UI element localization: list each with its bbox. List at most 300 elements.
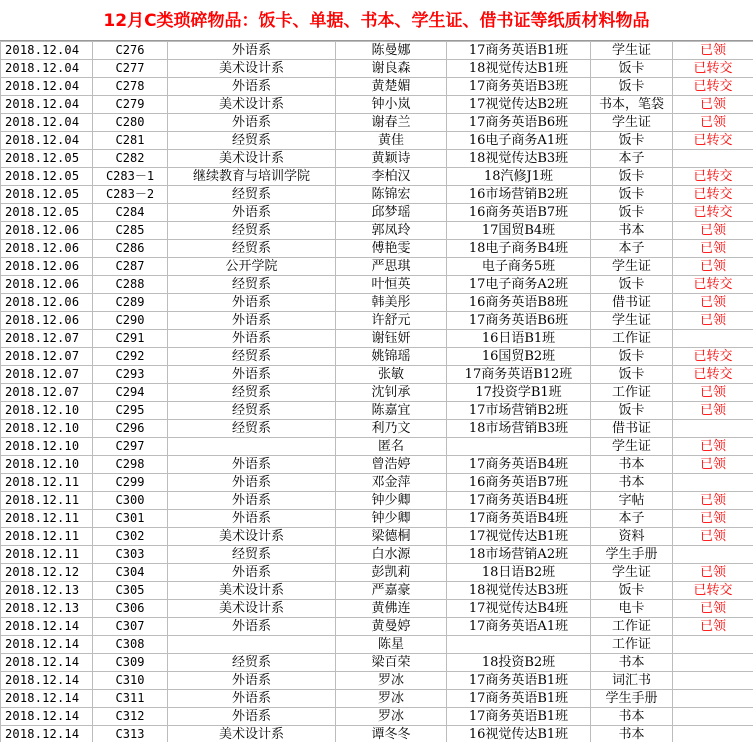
status-cell[interactable] [673,420,753,438]
class-cell[interactable]: 16商务英语B7班 [447,474,591,492]
class-cell[interactable] [447,636,591,654]
class-cell[interactable]: 16视觉传达B1班 [447,726,591,742]
status-cell[interactable] [673,690,753,708]
date-cell[interactable]: 2018.12.13 [1,600,93,618]
department-cell[interactable]: 外语系 [168,564,336,582]
owner-name-cell[interactable]: 梁百荣 [336,654,447,672]
status-cell[interactable]: 已领 [673,564,753,582]
owner-name-cell[interactable]: 谢良森 [336,60,447,78]
item-id-cell[interactable]: C276 [93,42,168,60]
item-type-cell[interactable]: 学生证 [591,258,673,276]
class-cell[interactable]: 18投资B2班 [447,654,591,672]
owner-name-cell[interactable]: 傅艳雯 [336,240,447,258]
status-cell[interactable]: 已领 [673,240,753,258]
item-type-cell[interactable]: 电卡 [591,600,673,618]
date-cell[interactable]: 2018.12.11 [1,474,93,492]
department-cell[interactable]: 外语系 [168,618,336,636]
class-cell[interactable]: 18市场营销A2班 [447,546,591,564]
class-cell[interactable]: 17商务英语B6班 [447,114,591,132]
date-cell[interactable]: 2018.12.14 [1,654,93,672]
date-cell[interactable]: 2018.12.06 [1,312,93,330]
item-type-cell[interactable]: 饭卡 [591,366,673,384]
table-row[interactable] [1,600,753,618]
class-cell[interactable]: 17商务英语B1班 [447,42,591,60]
status-cell[interactable]: 已转交 [673,168,753,186]
department-cell[interactable]: 美术设计系 [168,726,336,742]
department-cell[interactable]: 美术设计系 [168,96,336,114]
status-cell[interactable]: 已领 [673,114,753,132]
table-row[interactable] [1,366,753,384]
date-cell[interactable]: 2018.12.12 [1,564,93,582]
class-cell[interactable]: 17商务英语B6班 [447,312,591,330]
class-cell[interactable]: 17商务英语B1班 [447,690,591,708]
date-cell[interactable]: 2018.12.04 [1,96,93,114]
item-id-cell[interactable]: C283－2 [93,186,168,204]
class-cell[interactable]: 17市场营销B2班 [447,402,591,420]
table-row[interactable] [1,384,753,402]
class-cell[interactable]: 16电子商务A1班 [447,132,591,150]
item-id-cell[interactable]: C277 [93,60,168,78]
class-cell[interactable]: 17投资学B1班 [447,384,591,402]
date-cell[interactable]: 2018.12.05 [1,150,93,168]
table-row[interactable] [1,402,753,420]
class-cell[interactable]: 电子商务5班 [447,258,591,276]
class-cell[interactable]: 17商务英语B1班 [447,708,591,726]
owner-name-cell[interactable]: 陈嘉宜 [336,402,447,420]
owner-name-cell[interactable]: 叶恒英 [336,276,447,294]
item-type-cell[interactable]: 学生证 [591,312,673,330]
owner-name-cell[interactable]: 邱梦瑶 [336,204,447,222]
item-type-cell[interactable]: 饭卡 [591,168,673,186]
department-cell[interactable]: 美术设计系 [168,60,336,78]
owner-name-cell[interactable]: 姚锦瑶 [336,348,447,366]
item-type-cell[interactable]: 工作证 [591,384,673,402]
date-cell[interactable]: 2018.12.06 [1,222,93,240]
item-id-cell[interactable]: C296 [93,420,168,438]
department-cell[interactable]: 美术设计系 [168,528,336,546]
item-id-cell[interactable]: C300 [93,492,168,510]
department-cell[interactable]: 经贸系 [168,654,336,672]
item-type-cell[interactable]: 饭卡 [591,402,673,420]
owner-name-cell[interactable]: 陈曼娜 [336,42,447,60]
table-row[interactable] [1,564,753,582]
department-cell[interactable]: 经贸系 [168,240,336,258]
item-id-cell[interactable]: C305 [93,582,168,600]
date-cell[interactable]: 2018.12.07 [1,366,93,384]
status-cell[interactable]: 已转交 [673,366,753,384]
department-cell[interactable]: 外语系 [168,312,336,330]
status-cell[interactable]: 已领 [673,438,753,456]
owner-name-cell[interactable]: 谢春兰 [336,114,447,132]
status-cell[interactable]: 已领 [673,402,753,420]
status-cell[interactable]: 已转交 [673,60,753,78]
table-row[interactable] [1,204,753,222]
item-id-cell[interactable]: C286 [93,240,168,258]
item-id-cell[interactable]: C304 [93,564,168,582]
department-cell[interactable]: 经贸系 [168,384,336,402]
item-type-cell[interactable]: 书本 [591,456,673,474]
department-cell[interactable]: 外语系 [168,114,336,132]
item-type-cell[interactable]: 饭卡 [591,204,673,222]
table-row[interactable] [1,510,753,528]
date-cell[interactable]: 2018.12.06 [1,240,93,258]
table-row[interactable] [1,456,753,474]
class-cell[interactable]: 17视觉传达B2班 [447,96,591,114]
item-id-cell[interactable]: C312 [93,708,168,726]
status-cell[interactable] [673,330,753,348]
department-cell[interactable]: 外语系 [168,330,336,348]
class-cell[interactable]: 18视觉传达B3班 [447,150,591,168]
status-cell[interactable]: 已转交 [673,132,753,150]
item-id-cell[interactable]: C291 [93,330,168,348]
status-cell[interactable]: 已领 [673,528,753,546]
owner-name-cell[interactable]: 谢钰妍 [336,330,447,348]
class-cell[interactable]: 17商务英语B4班 [447,510,591,528]
date-cell[interactable]: 2018.12.06 [1,276,93,294]
table-row[interactable] [1,708,753,726]
item-type-cell[interactable]: 学生证 [591,564,673,582]
table-row[interactable] [1,438,753,456]
department-cell[interactable]: 继续教育与培训学院 [168,168,336,186]
item-id-cell[interactable]: C313 [93,726,168,742]
department-cell[interactable]: 经贸系 [168,546,336,564]
owner-name-cell[interactable]: 黄楚媚 [336,78,447,96]
item-id-cell[interactable]: C310 [93,672,168,690]
owner-name-cell[interactable]: 严嘉豪 [336,582,447,600]
owner-name-cell[interactable]: 谭冬冬 [336,726,447,742]
date-cell[interactable]: 2018.12.05 [1,168,93,186]
date-cell[interactable]: 2018.12.04 [1,60,93,78]
status-cell[interactable]: 已转交 [673,276,753,294]
item-type-cell[interactable]: 学生手册 [591,546,673,564]
table-row[interactable] [1,150,753,168]
class-cell[interactable]: 17电子商务A2班 [447,276,591,294]
status-cell[interactable] [673,726,753,742]
item-type-cell[interactable]: 资料 [591,528,673,546]
department-cell[interactable] [168,636,336,654]
class-cell[interactable]: 16日语B1班 [447,330,591,348]
status-cell[interactable] [673,654,753,672]
date-cell[interactable]: 2018.12.10 [1,402,93,420]
status-cell[interactable]: 已领 [673,492,753,510]
table-row[interactable] [1,294,753,312]
table-row[interactable] [1,276,753,294]
item-id-cell[interactable]: C297 [93,438,168,456]
owner-name-cell[interactable]: 白水源 [336,546,447,564]
date-cell[interactable]: 2018.12.05 [1,204,93,222]
table-row[interactable] [1,582,753,600]
table-row[interactable] [1,258,753,276]
table-row[interactable] [1,60,753,78]
owner-name-cell[interactable]: 黄颖诗 [336,150,447,168]
status-cell[interactable]: 已转交 [673,204,753,222]
table-row[interactable] [1,222,753,240]
department-cell[interactable] [168,438,336,456]
owner-name-cell[interactable]: 梁德桐 [336,528,447,546]
owner-name-cell[interactable]: 黄佛连 [336,600,447,618]
department-cell[interactable]: 外语系 [168,456,336,474]
item-id-cell[interactable]: C282 [93,150,168,168]
item-type-cell[interactable]: 书本 [591,654,673,672]
table-row[interactable] [1,168,753,186]
owner-name-cell[interactable]: 利乃文 [336,420,447,438]
item-id-cell[interactable]: C303 [93,546,168,564]
table-row[interactable] [1,96,753,114]
owner-name-cell[interactable]: 邓金萍 [336,474,447,492]
status-cell[interactable] [673,474,753,492]
owner-name-cell[interactable]: 陈锦宏 [336,186,447,204]
date-cell[interactable]: 2018.12.11 [1,492,93,510]
item-type-cell[interactable]: 饭卡 [591,582,673,600]
table-row[interactable] [1,42,753,60]
status-cell[interactable] [673,546,753,564]
table-row[interactable] [1,186,753,204]
status-cell[interactable]: 已领 [673,384,753,402]
department-cell[interactable]: 经贸系 [168,186,336,204]
date-cell[interactable]: 2018.12.07 [1,330,93,348]
class-cell[interactable]: 17国贸B4班 [447,222,591,240]
item-type-cell[interactable]: 学生手册 [591,690,673,708]
item-type-cell[interactable]: 书本 [591,474,673,492]
item-id-cell[interactable]: C278 [93,78,168,96]
item-type-cell[interactable]: 本子 [591,150,673,168]
class-cell[interactable]: 17商务英语B4班 [447,456,591,474]
table-row[interactable] [1,672,753,690]
department-cell[interactable]: 外语系 [168,294,336,312]
owner-name-cell[interactable]: 韩美彤 [336,294,447,312]
item-type-cell[interactable]: 工作证 [591,618,673,636]
item-type-cell[interactable]: 借书证 [591,294,673,312]
item-type-cell[interactable]: 学生证 [591,438,673,456]
table-row[interactable] [1,636,753,654]
owner-name-cell[interactable]: 郭凤玲 [336,222,447,240]
table-row[interactable] [1,474,753,492]
date-cell[interactable]: 2018.12.05 [1,186,93,204]
item-id-cell[interactable]: C283－1 [93,168,168,186]
class-cell[interactable]: 18视觉传达B3班 [447,582,591,600]
item-id-cell[interactable]: C302 [93,528,168,546]
department-cell[interactable]: 美术设计系 [168,600,336,618]
item-type-cell[interactable]: 饭卡 [591,186,673,204]
status-cell[interactable] [673,150,753,168]
item-id-cell[interactable]: C311 [93,690,168,708]
date-cell[interactable]: 2018.12.04 [1,132,93,150]
status-cell[interactable]: 已领 [673,456,753,474]
class-cell[interactable]: 17视觉传达B1班 [447,528,591,546]
date-cell[interactable]: 2018.12.11 [1,510,93,528]
item-type-cell[interactable]: 学生证 [591,114,673,132]
status-cell[interactable] [673,708,753,726]
status-cell[interactable]: 已转交 [673,186,753,204]
department-cell[interactable]: 外语系 [168,474,336,492]
table-row[interactable] [1,654,753,672]
item-id-cell[interactable]: C294 [93,384,168,402]
date-cell[interactable]: 2018.12.14 [1,708,93,726]
item-type-cell[interactable]: 书本 [591,222,673,240]
owner-name-cell[interactable]: 匿名 [336,438,447,456]
department-cell[interactable]: 外语系 [168,78,336,96]
table-row[interactable] [1,726,753,742]
table-row[interactable] [1,528,753,546]
class-cell[interactable] [447,438,591,456]
table-row[interactable] [1,240,753,258]
date-cell[interactable]: 2018.12.13 [1,582,93,600]
class-cell[interactable]: 17商务英语B12班 [447,366,591,384]
class-cell[interactable]: 17商务英语B3班 [447,78,591,96]
owner-name-cell[interactable]: 钟小岚 [336,96,447,114]
department-cell[interactable]: 外语系 [168,366,336,384]
item-type-cell[interactable]: 饭卡 [591,348,673,366]
date-cell[interactable]: 2018.12.10 [1,420,93,438]
class-cell[interactable]: 16国贸B2班 [447,348,591,366]
department-cell[interactable]: 外语系 [168,42,336,60]
owner-name-cell[interactable]: 陈星 [336,636,447,654]
item-id-cell[interactable]: C293 [93,366,168,384]
item-type-cell[interactable]: 学生证 [591,42,673,60]
item-type-cell[interactable]: 工作证 [591,636,673,654]
item-id-cell[interactable]: C288 [93,276,168,294]
item-type-cell[interactable]: 本子 [591,240,673,258]
date-cell[interactable]: 2018.12.06 [1,294,93,312]
date-cell[interactable]: 2018.12.14 [1,636,93,654]
table-row[interactable] [1,690,753,708]
date-cell[interactable]: 2018.12.10 [1,438,93,456]
item-type-cell[interactable]: 饭卡 [591,78,673,96]
owner-name-cell[interactable]: 李柏汉 [336,168,447,186]
status-cell[interactable]: 已转交 [673,348,753,366]
item-type-cell[interactable]: 字帖 [591,492,673,510]
date-cell[interactable]: 2018.12.14 [1,618,93,636]
table-row[interactable] [1,132,753,150]
status-cell[interactable]: 已领 [673,294,753,312]
class-cell[interactable]: 16商务英语B7班 [447,204,591,222]
class-cell[interactable]: 18汽修J1班 [447,168,591,186]
item-type-cell[interactable]: 书本 [591,708,673,726]
date-cell[interactable]: 2018.12.07 [1,348,93,366]
item-type-cell[interactable]: 饭卡 [591,132,673,150]
class-cell[interactable]: 17商务英语A1班 [447,618,591,636]
status-cell[interactable]: 已领 [673,510,753,528]
item-id-cell[interactable]: C279 [93,96,168,114]
owner-name-cell[interactable]: 沈钊承 [336,384,447,402]
item-id-cell[interactable]: C290 [93,312,168,330]
item-id-cell[interactable]: C295 [93,402,168,420]
class-cell[interactable]: 17商务英语B1班 [447,672,591,690]
item-id-cell[interactable]: C292 [93,348,168,366]
class-cell[interactable]: 18日语B2班 [447,564,591,582]
status-cell[interactable]: 已转交 [673,582,753,600]
status-cell[interactable]: 已领 [673,96,753,114]
department-cell[interactable]: 经贸系 [168,402,336,420]
item-id-cell[interactable]: C298 [93,456,168,474]
owner-name-cell[interactable]: 严思琪 [336,258,447,276]
owner-name-cell[interactable]: 罗冰 [336,690,447,708]
department-cell[interactable]: 美术设计系 [168,150,336,168]
department-cell[interactable]: 经贸系 [168,132,336,150]
status-cell[interactable]: 已领 [673,258,753,276]
date-cell[interactable]: 2018.12.04 [1,114,93,132]
department-cell[interactable]: 外语系 [168,708,336,726]
table-row[interactable] [1,420,753,438]
date-cell[interactable]: 2018.12.04 [1,42,93,60]
department-cell[interactable]: 外语系 [168,510,336,528]
department-cell[interactable]: 外语系 [168,492,336,510]
status-cell[interactable] [673,636,753,654]
item-id-cell[interactable]: C301 [93,510,168,528]
owner-name-cell[interactable]: 黄曼婷 [336,618,447,636]
department-cell[interactable]: 美术设计系 [168,582,336,600]
table-row[interactable] [1,546,753,564]
status-cell[interactable]: 已领 [673,222,753,240]
owner-name-cell[interactable]: 张敏 [336,366,447,384]
date-cell[interactable]: 2018.12.06 [1,258,93,276]
table-row[interactable] [1,312,753,330]
class-cell[interactable]: 17视觉传达B4班 [447,600,591,618]
status-cell[interactable]: 已转交 [673,78,753,96]
table-row[interactable] [1,78,753,96]
date-cell[interactable]: 2018.12.14 [1,672,93,690]
item-type-cell[interactable]: 借书证 [591,420,673,438]
item-type-cell[interactable]: 书本，笔袋 [591,96,673,114]
table-row[interactable] [1,330,753,348]
department-cell[interactable]: 外语系 [168,690,336,708]
department-cell[interactable]: 经贸系 [168,276,336,294]
date-cell[interactable]: 2018.12.14 [1,726,93,742]
status-cell[interactable]: 已领 [673,618,753,636]
department-cell[interactable]: 外语系 [168,672,336,690]
item-id-cell[interactable]: C308 [93,636,168,654]
date-cell[interactable]: 2018.12.07 [1,384,93,402]
table-row[interactable] [1,492,753,510]
item-id-cell[interactable]: C280 [93,114,168,132]
item-id-cell[interactable]: C299 [93,474,168,492]
department-cell[interactable]: 经贸系 [168,420,336,438]
date-cell[interactable]: 2018.12.04 [1,78,93,96]
class-cell[interactable]: 18市场营销B3班 [447,420,591,438]
status-cell[interactable]: 已领 [673,312,753,330]
item-id-cell[interactable]: C285 [93,222,168,240]
class-cell[interactable]: 18视觉传达B1班 [447,60,591,78]
date-cell[interactable]: 2018.12.14 [1,690,93,708]
item-id-cell[interactable]: C289 [93,294,168,312]
table-row[interactable] [1,348,753,366]
department-cell[interactable]: 经贸系 [168,348,336,366]
class-cell[interactable]: 16市场营销B2班 [447,186,591,204]
owner-name-cell[interactable]: 黄佳 [336,132,447,150]
class-cell[interactable]: 16商务英语B8班 [447,294,591,312]
item-id-cell[interactable]: C281 [93,132,168,150]
table-row[interactable] [1,114,753,132]
owner-name-cell[interactable]: 罗冰 [336,672,447,690]
owner-name-cell[interactable]: 罗冰 [336,708,447,726]
item-type-cell[interactable]: 本子 [591,510,673,528]
item-id-cell[interactable]: C309 [93,654,168,672]
department-cell[interactable]: 外语系 [168,204,336,222]
item-type-cell[interactable]: 饭卡 [591,276,673,294]
item-id-cell[interactable]: C287 [93,258,168,276]
status-cell[interactable] [673,672,753,690]
item-type-cell[interactable]: 词汇书 [591,672,673,690]
owner-name-cell[interactable]: 钟少卿 [336,492,447,510]
owner-name-cell[interactable]: 彭凯莉 [336,564,447,582]
status-cell[interactable]: 已领 [673,42,753,60]
item-type-cell[interactable]: 书本 [591,726,673,742]
owner-name-cell[interactable]: 钟少卿 [336,510,447,528]
table-row[interactable] [1,618,753,636]
owner-name-cell[interactable]: 许舒元 [336,312,447,330]
department-cell[interactable]: 经贸系 [168,222,336,240]
class-cell[interactable]: 18电子商务B4班 [447,240,591,258]
